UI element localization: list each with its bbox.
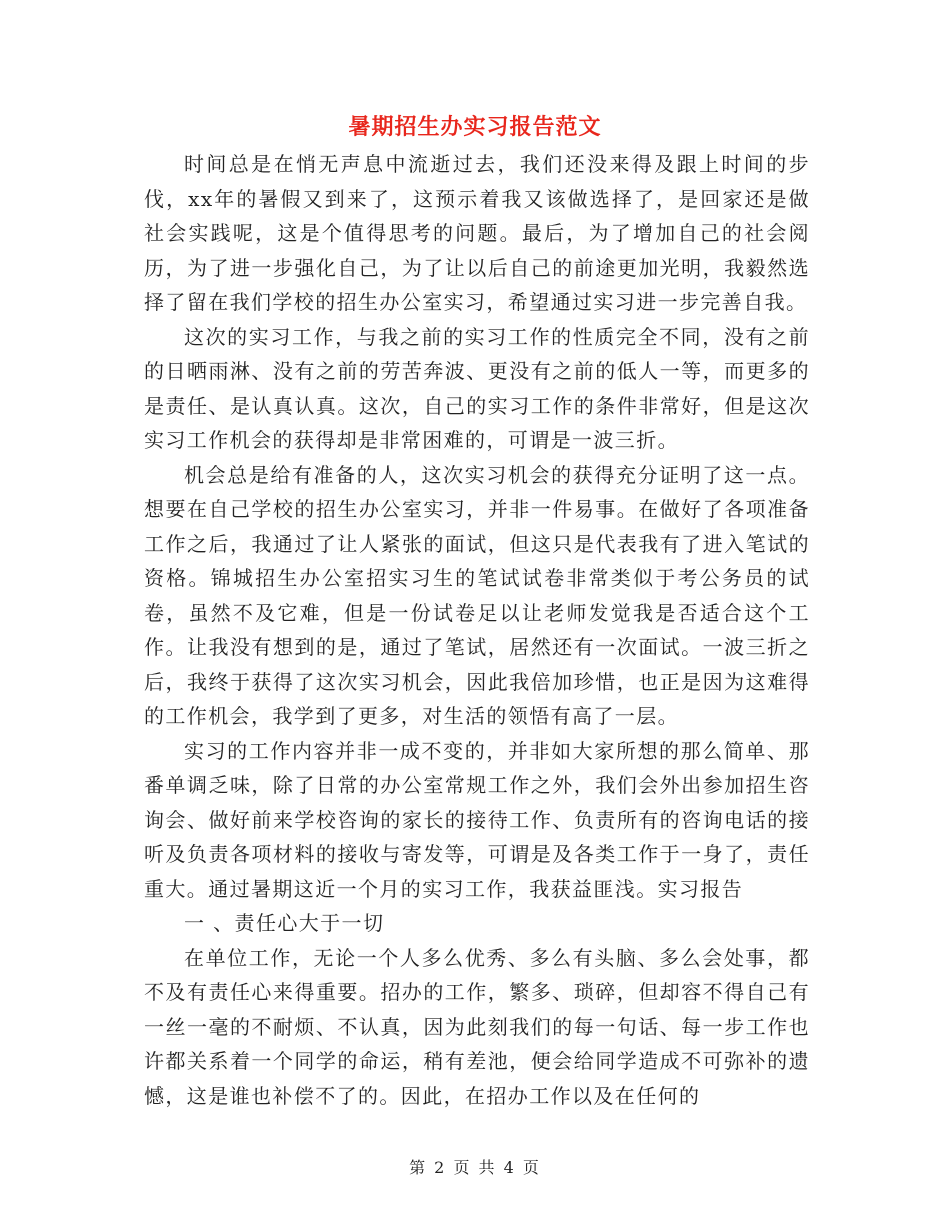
paragraph-work-content: 实习的工作内容并非一成不变的，并非如大家所想的那么简单、那番单调乏味，除了日常的办公室常规工作之外，我们会外出参加招生咨询会、做好前来学校咨询的家长的接待工作、负责所有的咨询电话的接听及负责各项材料的接收与寄发等，可谓是及各类工作于一身了，责任重大。通过暑期这近一个月的实习工作，我获益匪浅。实习报告 (144, 738, 810, 901)
paragraph-responsibility: 在单位工作，无论一个人多么优秀、多么有头脑、多么会处事，都不及有责任心来得重要。招办的工作，繁多、琐碎，但却容不得自己有一丝一毫的不耐烦、不认真，因为此刻我们的每一句话、每一步工作也许都关系着一个同学的命运，稍有差池，便会给同学造成不可弥补的遗憾，这是谁也补偿不了的。因此，在招办工作以及在任何的 (144, 945, 810, 1108)
document-body (144, 147, 810, 1113)
page-number-footer: 第 2 页 共 4 页 (409, 1158, 541, 1177)
section-heading: 一 、责任心大于一切 (184, 911, 385, 935)
paragraph-opportunity: 机会总是给有准备的人，这次实习机会的获得充分证明了这一点。想要在自己学校的招生办公室实习，并非一件易事。在做好了各项准备工作之后，我通过了让人紧张的面试，但这只是代表我有了进入笔试的资格。锦城招生办公室招实习生的笔试试卷非常类似于考公务员的试卷，虽然不及它难，但是一份试卷足以让老师发觉我是否适合这个工作。让我没有想到的是，通过了笔试，居然还有一次面试。一波三折之后，我终于获得了这次实习机会，因此我倍加珍惜，也正是因为这难得的工作机会，我学到了更多，对生活的领悟有高了一层。 (144, 462, 810, 728)
paragraph-nature: 这次的实习工作，与我之前的实习工作的性质完全不同，没有之前的日晒雨淋、没有之前的劳苦奔波、更没有之前的低人一等，而更多的是责任、是认真认真。这次，自己的实习工作的条件非常好，但是这次实习工作机会的获得却是非常困难的，可谓是一波三折。 (144, 324, 810, 452)
paragraph-intro: 时间总是在悄无声息中流逝过去，我们还没来得及跟上时间的步伐，xx年的暑假又到来了，这预示着我又该做选择了，是回家还是做社会实践呢，这是个值得思考的问题。最后，为了增加自己的社会阅历，为了进一步强化自己，为了让以后自己的前途更加光明，我毅然选择了留在我们学校的招生办公室实习，希望通过实习进一步完善自我。 (144, 152, 810, 314)
document-title: 暑期招生办实习报告范文 (348, 114, 602, 140)
